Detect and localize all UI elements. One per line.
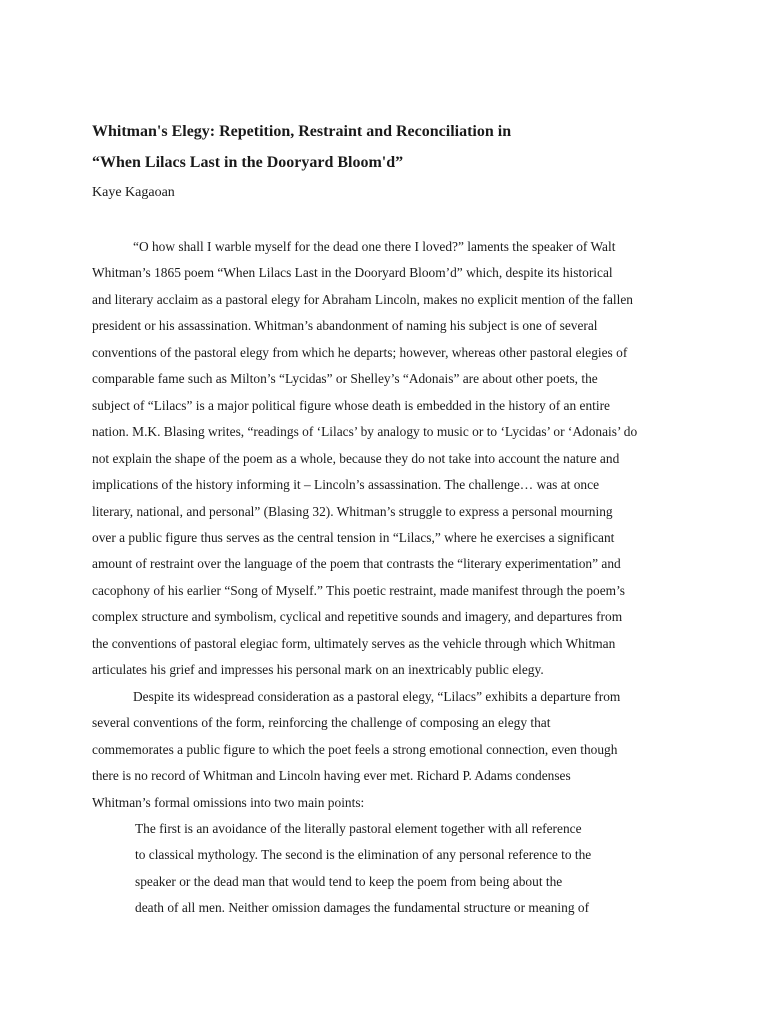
text-line: several conventions of the form, reinforcing the challenge of composing an elegy that	[92, 715, 551, 731]
text-line: complex structure and symbolism, cyclical and repetitive sounds and imagery, and departures from	[92, 609, 623, 625]
text-line: conventions of the pastoral elegy from which he departs; however, whereas other pastoral elegies of	[92, 344, 628, 360]
text-line: over a public figure thus serves as the central tension in “Lilacs,” where he exercises a significant	[92, 529, 615, 545]
text-line: literary, national, and personal” (Blasing 32). Whitman’s struggle to express a personal mourning	[92, 503, 613, 519]
text-line: nation. M.K. Blasing writes, “readings of ‘Lilacs’ by analogy to music or to ‘Lycidas’ or ‘Adonais’ do	[92, 424, 638, 440]
block-quote	[92, 816, 682, 922]
text-line: and literary acclaim as a pastoral elegy for Abraham Lincoln, makes no explicit mention of the fallen	[92, 291, 634, 307]
document-title-line-2: “When Lilacs Last in the Dooryard Bloom'd”	[92, 154, 404, 171]
text-line: the conventions of pastoral elegiac form, ultimately serves as the vehicle through which Whitman	[92, 635, 616, 651]
quote-line: to classical mythology. The second is the elimination of any personal reference to the	[135, 847, 592, 863]
text-line: not explain the shape of the poem as a whole, because they do not take into account the nature and	[92, 450, 620, 466]
text-line: commemorates a public figure to which the poet feels a strong emotional connection, even though	[92, 741, 618, 757]
text-line: Whitman’s formal omissions into two main points:	[92, 794, 365, 810]
document-title-line-1: Whitman's Elegy: Repetition, Restraint and Reconciliation in	[92, 123, 512, 140]
quote-line: speaker or the dead man that would tend to keep the poem from being about the	[135, 873, 563, 889]
text-line: cacophony of his earlier “Song of Myself.” This poetic restraint, made manifest through the poem’s	[92, 582, 626, 598]
paragraph-2	[92, 684, 682, 816]
quote-line: The first is an avoidance of the literally pastoral element together with all reference	[135, 820, 582, 836]
text-line: subject of “Lilacs” is a major political figure whose death is embedded in the history of an entire	[92, 397, 610, 413]
text-line: “O how shall I warble myself for the dead one there I loved?” laments the speaker of Walt	[133, 239, 616, 254]
text-line: implications of the history informing it – Lincoln’s assassination. The challenge… was at once	[92, 477, 600, 493]
text-line: amount of restraint over the language of the poem that contrasts the “literary experimentation” and	[92, 556, 621, 572]
quote-line: death of all men. Neither omission damages the fundamental structure or meaning of	[135, 900, 590, 916]
text-line: comparable fame such as Milton’s “Lycidas” or Shelley’s “Adonais” are about other poets, the	[92, 371, 598, 387]
text-line: there is no record of Whitman and Lincoln having ever met. Richard P. Adams condenses	[92, 768, 571, 784]
essay-body	[92, 234, 682, 922]
text-line: articulates his grief and impresses his personal mark on an inextricably public elegy.	[92, 662, 544, 678]
paragraph-1	[92, 234, 682, 684]
text-line: president or his assassination. Whitman’s abandonment of naming his subject is one of several	[92, 318, 598, 334]
text-line: Despite its widespread consideration as a pastoral elegy, “Lilacs” exhibits a departure from	[133, 688, 621, 704]
text-line: Whitman’s 1865 poem “When Lilacs Last in the Dooryard Bloom’d” which, despite its historical	[92, 265, 613, 281]
author-name: Kaye Kagaoan	[92, 185, 175, 200]
